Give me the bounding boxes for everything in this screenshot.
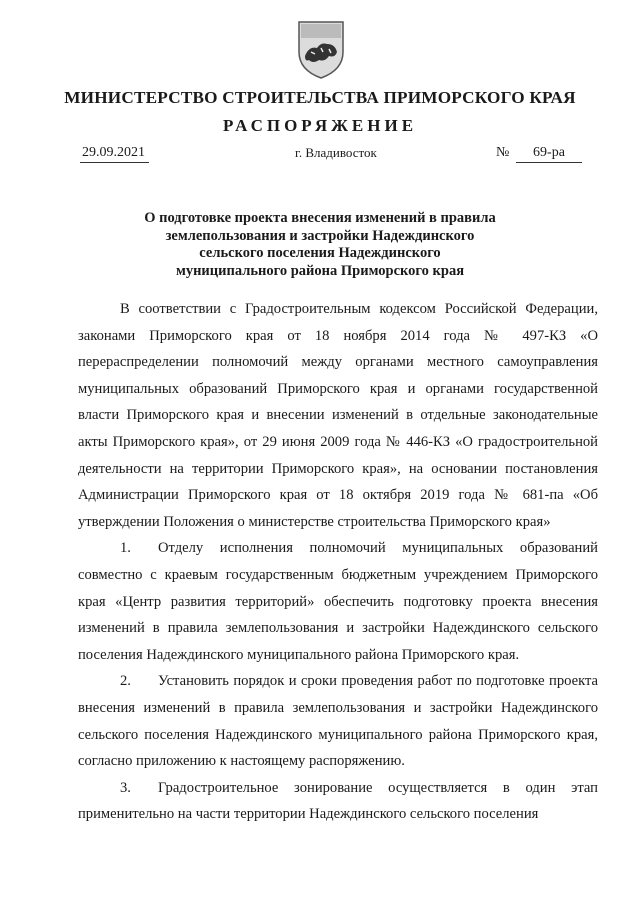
preamble-paragraph: В соответствии с Градостроительным кодексом Российской Федерации, законами Приморского края от 18 ноября 2014 года № 497-КЗ «О перераспределении полномочий между органами местного самоуправления муниципальных образований Приморского края и органами государственной власти Приморского края и внесении изменений в отдельные законодательные акты Приморского края», от 29 июня 2009 года № 446-КЗ «О градостроительной деятельности на территории Приморского края», на основании постановления Администрации Приморского края от 18 октября 2019 года № 681-па «Об утверждении Положения о министерстве строительства Приморского края» [78, 301, 598, 530]
subject-line: муниципального района Приморского края [175, 262, 465, 279]
item-text: Отделу исполнения полномочий муниципальных образований совместно с краевым государственным бюджетным учреждением Приморского края «Центр развития территорий» обеспечить подготовку проекта внесения изменений в правила землепользования и застройки Надеждинского сельского поселения Надеждинского муниципального района Приморского края. [78, 540, 598, 663]
subject-line: сельского поселения Надеждинского [199, 245, 441, 262]
document-type: РАСПОРЯЖЕНИЕ [222, 116, 418, 135]
item-text: Установить порядок и сроки проведения работ по подготовке проекта внесения изменений в правила землепользования и застройки Надеждинского сельского поселения Надеждинского муниципального района Приморского края, согласно приложению к настоящему распоряжению. [78, 673, 598, 770]
document-body [78, 296, 598, 828]
number-label: № [496, 145, 510, 160]
item-paragraph [78, 535, 598, 668]
coat-of-arms-icon [295, 18, 347, 80]
item-paragraph [78, 668, 598, 774]
subject-line: О подготовке проекта внесения изменений в правила [144, 210, 496, 226]
item-paragraph [78, 775, 598, 828]
item-number: 2. [120, 673, 131, 690]
document-city: г. Владивосток [295, 145, 377, 160]
document-date: 29.09.2021 [80, 145, 149, 163]
document-subject [0, 210, 640, 280]
ministry-title: МИНИСТЕРСТВО СТРОИТЕЛЬСТВА ПРИМОРСКОГО КРАЯ [64, 88, 576, 107]
subject-line: землепользования и застройки Надеждинского [165, 227, 475, 244]
item-number: 3. [120, 779, 131, 796]
item-number: 1. [120, 540, 131, 557]
document-number: 69-ра [516, 145, 582, 163]
item-text: Градостроительное зонирование осуществляется в один этап применительно на части территории Надеждинского сельского поселения [78, 779, 598, 823]
